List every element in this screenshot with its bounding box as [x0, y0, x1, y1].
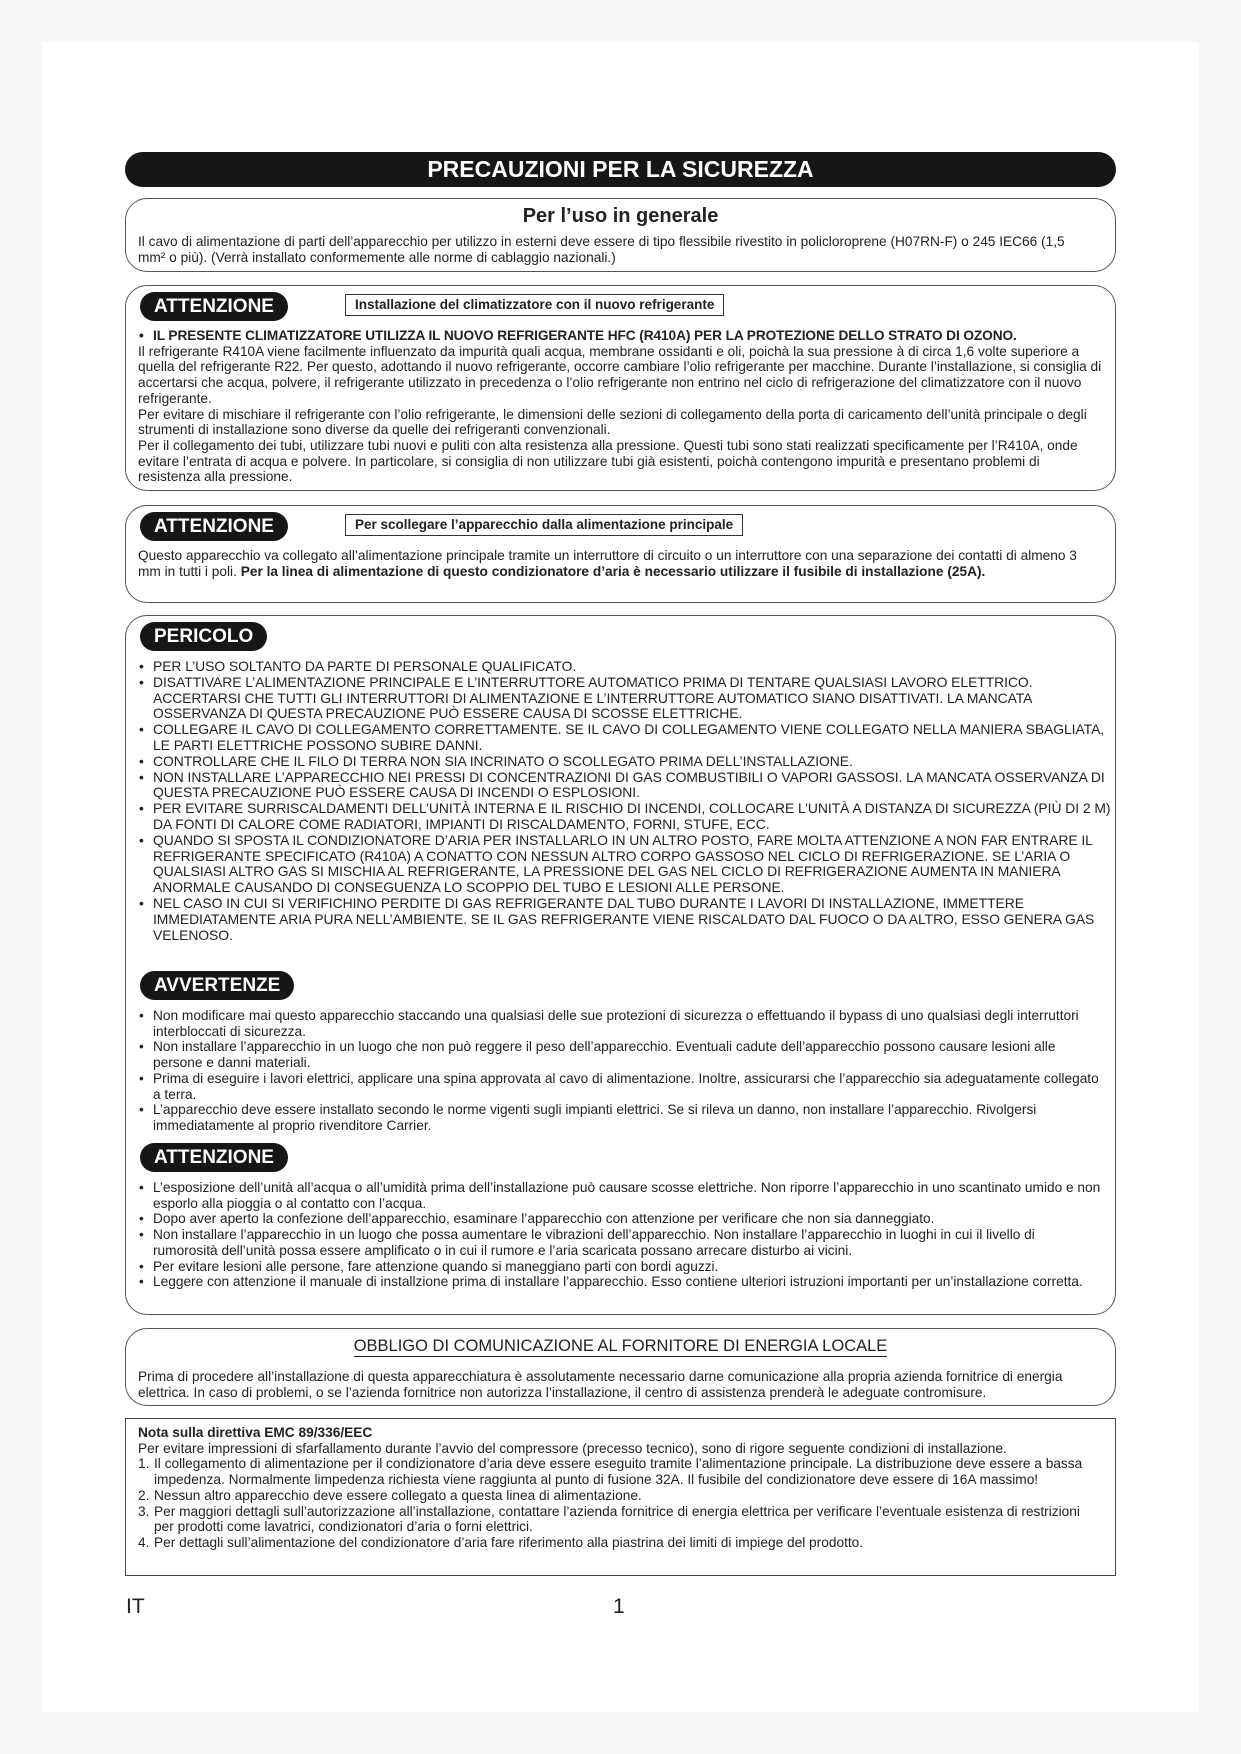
attention-refrigerant-body	[138, 328, 1105, 485]
emc-item-number: 3.	[138, 1503, 150, 1519]
danger-list	[138, 659, 1111, 943]
warning-label: AVVERTENZE	[140, 971, 294, 1000]
attention-disconnect-tag: Per scollegare l’apparecchio dalla alimentazione principale	[345, 514, 743, 536]
disconnect-bold-text: Per la linea di alimentazione di questo condizionatore d’aria è necessario utilizzare il fusibile di installazione (25A).	[240, 563, 986, 579]
warning-item: • Non modificare mai questo apparecchio staccando una qualsiasi delle sue protezioni di sicurezza o effettuando il bypass di uno qualsiasi degli interruttori interbloccati di sicurezza.	[138, 1008, 1101, 1039]
footer-language: IT	[126, 1595, 145, 1618]
attention-refrigerant-tag: Installazione del climatizzatore con il nuovo refrigerante	[345, 294, 724, 316]
danger-item: • CONTROLLARE CHE IL FILO DI TERRA NON SIA INCRINATO O SCOLLEGATO PRIMA DELL’INSTALLAZIONE.	[138, 754, 1111, 770]
danger-item: • QUANDO SI SPOSTA IL CONDIZIONATORE D’ARIA PER INSTALLARLO IN UN ALTRO POSTO, FARE MOLTA ATTENZIONE A NON FAR ENTRARE IL REFRIGERANTE SPECIFICATO (R410A) A CONATTO CON NESSUN ALTRO CORPO GASSOSO NEL CICLO DI REFRIGERAZIONE. SE L’ARIA O QUALSIASI ALTRO GAS SI MISCHIA AL REFRIGERANTE, LA PRESSIONE DEL GAS NEL CICLO DI REFRIGERAZIONE AUMENTA IN MANIERA ANORMALE CAUSANDO DI CONSEGUENZA LO SCOPPIO DEL TUBO E LESIONI ALLE PERSONE.	[138, 833, 1111, 896]
refrigerant-paragraph-2: Per evitare di mischiare il refrigerante con l’olio refrigerante, le dimensioni delle sezioni di collegamento della porta di caricamento dell’unità principale o degli strumenti di installazione sono diverse da quelle dei refrigeranti convenzionali.	[138, 406, 1087, 438]
danger-item: • PER EVITARE SURRISCALDAMENTI DELL’UNITÀ INTERNA E IL RISCHIO DI INCENDI, COLLOCARE L’UNITÀ A DISTANZA DI SICUREZZA (PIÙ DI 2 M) DA FONTI DI CALORE COME RADIATORI, IMPIANTI DI RISCALDAMENTO, FORNI, STUFE, ECC.	[138, 801, 1111, 833]
general-use-box	[125, 198, 1116, 272]
warning-list	[138, 1008, 1101, 1134]
caution-list	[138, 1180, 1101, 1290]
warning-item: • Non installare l’apparecchio in un luogo che non può reggere il peso dell’apparecchio. Eventuali cadute dell’apparecchio possono causare lesioni alle persone e danni materiali.	[138, 1039, 1101, 1070]
page-title: PRECAUZIONI PER LA SICUREZZA	[125, 152, 1116, 187]
emc-item-text: Per dettagli sull’alimentazione del condizionatore d’aria fare riferimento alla piastrina dei limiti di impiege del prodotto.	[154, 1534, 864, 1550]
emc-item	[138, 1456, 1101, 1487]
emc-note-body	[138, 1425, 1101, 1551]
caution-item: • Leggere con attenzione il manuale di installzione prima di installare l’apparecchio. Esso contiene ulteriori istruzioni importanti per un’installazione corretta.	[138, 1274, 1101, 1290]
emc-item-number: 4.	[138, 1534, 150, 1550]
caution-item: • L’esposizione dell’unità all’acqua o all’umidità prima dell’installazione può causare scosse elettriche. Non riporre l’apparecchio in uno scantinato umido e non esporlo alla pioggia o al contatto con l’acqua.	[138, 1180, 1101, 1211]
obligation-heading: OBBLIGO DI COMUNICAZIONE AL FORNITORE DI ENERGIA LOCALE	[353, 1337, 888, 1355]
danger-item: • NON INSTALLARE L’APPARECCHIO NEI PRESSI DI CONCENTRAZIONI DI GAS COMBUSTIBILI O VAPORI GASSOSI. LA MANCATA OSSERVANZA DI QUESTA PRECAUZIONE PUÒ ESSERE CAUSA DI INCENDI O ESPLOSIONI.	[138, 770, 1111, 802]
refrigerant-paragraph-3: Per il collegamento dei tubi, utilizzare tubi nuovi e puliti con alta resistenza alla pressione. Questi tubi sono stati realizzati specificamente per l’R410A, onde evitare l’entrata di acqua e polvere. In particolare, si consiglia di non utilizzare tubi già esistenti, poichà contengono impurità e presentano problemi di resistenza alla pressione.	[138, 437, 1078, 485]
emc-note-box	[125, 1418, 1116, 1576]
footer-page-number: 1	[613, 1595, 625, 1618]
emc-item-number: 1.	[138, 1456, 150, 1472]
attention-disconnect-body	[138, 548, 1101, 579]
caution-item: • Dopo aver aperto la confezione dell’apparecchio, esaminare l’apparecchio con attenzione per verificare che non sia danneggiato.	[138, 1211, 1101, 1227]
danger-label: PERICOLO	[140, 622, 267, 651]
obligation-text: Prima di procedere all’installazione di questa apparecchiatura è assolutamente necessario darne comunicazione alla propria azienda fornitrice di energia elettrica. In caso di problemi, o se l’azienda fornitrice non autorizza l’installazione, il centro di assistenza prenderà le adeguate contromisure.	[138, 1369, 1063, 1400]
danger-item: • COLLEGARE IL CAVO DI COLLEGAMENTO CORRETTAMENTE. SE IL CAVO DI COLLEGAMENTO VIENE COLLEGATO NELLA MANIERA SBAGLIATA, LE PARTI ELETTRICHE POSSONO SUBIRE DANNI.	[138, 722, 1111, 754]
attention-label: ATTENZIONE	[140, 512, 288, 541]
attention-refrigerant-box	[125, 285, 1116, 491]
danger-item: • DISATTIVARE L’ALIMENTAZIONE PRINCIPALE E L’INTERRUTTORE AUTOMATICO PRIMA DI TENTARE QUALSIASI LAVORO ELETTRICO. ACCERTARSI CHE TUTTI GLI INTERRUTTORI DI ALIMENTAZIONE E L’INTERRUTTORE AUTOMATICO SIANO DISATTIVATI. LA MANCATA OSSERVANZA DI QUESTA PRECAUZIONE PUÒ ESSERE CAUSA DI SCOSSE ELETTRICHE.	[138, 675, 1111, 722]
caution-item: • Non installare l’apparecchio in un luogo che possa aumentare le vibrazioni dell’apparecchio. Non installare l’apparecchio in luoghi in cui il livello di rumorosità dell’unità possa essere amplificato o in cui il rumore e l’aria scaricata possano arrecare disturbo ai vicini.	[138, 1227, 1101, 1258]
warning-item: • Prima di eseguire i lavori elettrici, applicare una spina approvata al cavo di alimentazione. Inoltre, assicurarsi che l’apparecchio sia adeguatamente collegato a terra.	[138, 1071, 1101, 1102]
danger-item: • NEL CASO IN CUI SI VERIFICHINO PERDITE DI GAS REFRIGERANTE DAL TUBO DURANTE I LAVORI DI INSTALLAZIONE, IMMETTERE IMMEDIATAMENTE ARIA PURA NELL’AMBIENTE. SE IL GAS REFRIGERANTE VIENE RISCALDATO DAL FUOCO O DA ALTRO, ESSO GENERA GAS VELENOSO.	[138, 896, 1111, 943]
emc-item	[138, 1504, 1101, 1535]
general-use-text: Il cavo di alimentazione di parti dell’apparecchio per utilizzo in esterni deve essere di tipo flessibile rivestito in policloroprene (H07RN-F) o 245 IEC66 (1,5 mm² o più). (Verrà installato conformemente alle norme di cablaggio nazionali.)	[138, 234, 1065, 265]
emc-item	[138, 1535, 1101, 1551]
emc-item	[138, 1488, 1101, 1504]
emc-item-text: Il collegamento di alimentazione per il condizionatore d’aria deve essere eseguito tramite l’alimentazione principale. La distribuzione deve essere a bassa impedenza. Normalmente limpedenza richiesta viene raggiunta al punto di fusione 32A. Il fusibile del condizionatore deve essere di 16A massimo!	[154, 1456, 1083, 1488]
general-use-heading: Per l’uso in generale	[522, 205, 719, 227]
caution-item: • Per evitare lesioni alle persone, fare attenzione quando si maneggiano parti con bordi aguzzi.	[138, 1259, 1101, 1275]
attention-disconnect-box	[125, 505, 1116, 603]
disconnect-text: Questo apparecchio va collegato all’alimentazione principale tramite un interruttore di circuito o un interruttore con una separazione dei contatti di almeno 3 mm in tutti i poli.	[138, 548, 1077, 579]
refrigerant-lead: • IL PRESENTE CLIMATIZZATORE UTILIZZA IL NUOVO REFRIGERANTE HFC (R410A) PER LA PROTEZIONE DELLO STRATO DI OZONO.	[138, 328, 1105, 344]
emc-item-text: Per maggiori dettagli sull’autorizzazione all’installazione, contattare l’azienda fornitrice di energia elettrica per verificare l’eventuale esistenza di restrizioni per prodotti come lavatrici, condizionatori d’aria o forni elettrici.	[154, 1503, 1080, 1535]
emc-item-number: 2.	[138, 1487, 150, 1503]
emc-item-text: Nessun altro apparecchio deve essere collegato a questa linea di alimentazione.	[154, 1487, 642, 1503]
safety-box	[125, 615, 1116, 1315]
caution-label: ATTENZIONE	[140, 1143, 288, 1172]
attention-label: ATTENZIONE	[140, 292, 288, 321]
refrigerant-paragraph-1: Il refrigerante R410A viene facilmente influenzato da impurità quali acqua, membrane ossidanti e oli, poichà la sua pressione à di circa 1,6 volte superiore a quella del refrigerante R22. Per questo, adottando il nuovo refrigerante, occorre cambiare l’olio refrigerante per macchine. Durante l’installazione, si consiglia di accertarsi che acqua, polvere, il refrigerante utilizzato in precedenza o l’olio refrigerante non entrino nel ciclo di refrigerazione del climatizzatore con il nuovo refrigerante.	[138, 343, 1102, 406]
danger-item: • PER L’USO SOLTANTO DA PARTE DI PERSONALE QUALIFICATO.	[138, 659, 1111, 675]
emc-heading: Nota sulla direttiva EMC 89/336/EEC	[138, 1425, 373, 1440]
warning-item: • L’apparecchio deve essere installato secondo le norme vigenti sugli impianti elettrici. Se si rileva un danno, non installare l’apparecchio. Rivolgersi immediatamente al proprio rivenditore Carrier.	[138, 1102, 1101, 1133]
obligation-box	[125, 1328, 1116, 1406]
emc-intro: Per evitare impressioni di sfarfallamento durante l’avvio del compressore (precesso tecnico), sono di rigore seguente condizioni di installazione.	[138, 1440, 1007, 1456]
